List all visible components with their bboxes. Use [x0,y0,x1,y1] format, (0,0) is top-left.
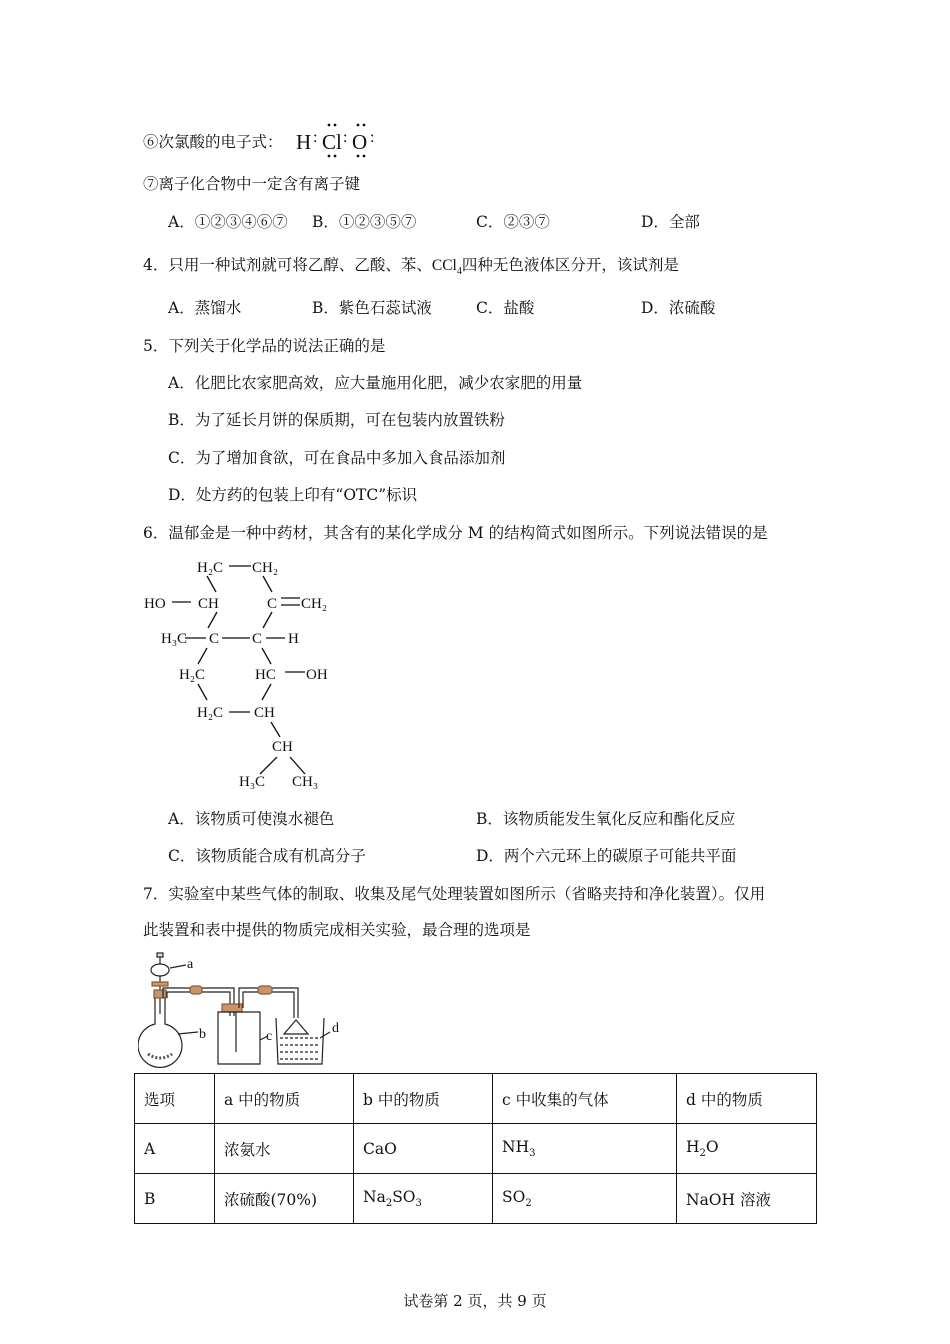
atom-c-quaternary: C [209,631,220,647]
q4-option-c[interactable]: C．盐酸 [476,299,535,317]
item6-text [143,131,283,153]
q4-stem-part2: 四种无色液体区分开，该试剂是 [461,256,679,274]
q3-option-b[interactable]: B．①②③⑤⑦ [312,213,417,231]
q5-option-a[interactable]: A．化肥比农家肥高效，应大量施用化肥，减少农家肥的用量 [168,374,583,392]
formula-sub: 3 [415,1198,422,1210]
ccl4-formula [431,257,462,278]
ccl4-main: CCl [431,257,457,274]
lewis-sep1: : [313,129,318,146]
q3-option-d[interactable]: D．全部 [641,213,700,231]
table-cell-a: 浓硫酸(70%) [215,1174,354,1224]
formula-mid: SO [392,1187,416,1206]
lewis-sep2: : [343,129,348,146]
atom-h2c-top: H₂C [197,560,224,576]
formula-tail: O [705,1137,719,1156]
formula-main: H [686,1137,700,1156]
formula-sub: 2 [385,1198,393,1210]
atom-h2c-bottom: H₂C [197,705,224,721]
atom-hc: HC [255,667,276,683]
atom-ch3-isopropyl: CH₃ [292,774,319,790]
atom-ch2-top: CH₂ [252,560,279,576]
lone-pair-dots [296,121,386,161]
q5-option-c[interactable]: C．为了增加食欲，可在食品中多加入食品添加剂 [168,449,506,467]
q5-option-b[interactable]: B．为了延长月饼的保质期，可在包装内放置铁粉 [168,411,505,429]
lewis-cl: Cl [322,130,342,154]
hclo-lewis-structure [296,121,386,161]
ccl4-sub: 4 [456,266,462,278]
item6-prefix: ⑥次氯酸的电子式： [143,133,283,151]
atom-h3c-isopropyl: H₃C [239,774,266,790]
q7-stem-line2: 此装置和表中提供的物质完成相关实验，最合理的选项是 [143,921,531,939]
q4-option-a[interactable]: A．蒸馏水 [168,299,242,317]
molecule-m-structure [140,552,340,792]
atom-ho: HO [144,596,166,612]
table-cell-b [354,1174,493,1224]
lewis-o: O [352,130,368,154]
q5-option-d[interactable]: D．处方药的包装上印有“OTC”标识 [168,486,418,504]
page-footer: 试卷第 2 页，共 9 页 [403,1292,547,1310]
formula-sub: 3 [529,1148,536,1160]
label-c: c [266,1029,273,1044]
table-cell-option: A [135,1124,215,1174]
table-header-cell: 选项 [135,1074,215,1124]
label-b: b [199,1027,206,1042]
atom-c-exo: C [267,596,278,612]
q6-option-d[interactable]: D．两个六元环上的碳原子可能共平面 [476,847,737,865]
label-a: a [187,957,194,972]
table-header-cell: d 中的物质 [677,1074,817,1124]
table-header-row [135,1074,817,1124]
q4-option-b[interactable]: B．紫色石蕊试液 [312,299,432,317]
atom-h3c-mid: H₃C [161,631,188,647]
atom-oh: OH [306,667,328,683]
q6-stem: 6．温郁金是一种中药材，其含有的某化学成分 M 的结构简式如图所示。下列说法错误的是 [143,524,768,542]
formula-main: SO [502,1187,526,1206]
formula-sub: 2 [525,1198,532,1210]
label-d: d [332,1021,339,1036]
q6-option-c[interactable]: C．该物质能合成有机高分子 [168,847,366,865]
q3-option-a[interactable]: A．①②③④⑥⑦ [168,213,288,231]
table-row[interactable] [135,1174,817,1224]
table-header-cell: a 中的物质 [215,1074,354,1124]
formula-main: Na [363,1187,386,1206]
q7-options-table [134,1073,817,1224]
atom-h2c-left: H₂C [179,667,206,683]
table-cell-b: CaO [354,1124,493,1174]
table-cell-option: B [135,1174,215,1224]
table-cell-c [493,1124,677,1174]
q4-stem-part1: 4．只用一种试剂就可将乙醇、乙酸、苯、 [143,256,432,274]
item7-text: ⑦离子化合物中一定含有离子键 [143,175,361,193]
atom-ch2-exo: CH₂ [301,596,328,612]
table-cell-c [493,1174,677,1224]
q6-option-b[interactable]: B．该物质能发生氧化反应和酯化反应 [476,810,736,828]
table-header-cell: b 中的物质 [354,1074,493,1124]
q5-stem: 5．下列关于化学品的说法正确的是 [143,337,386,355]
table-cell-d: NaOH 溶液 [677,1174,817,1224]
lewis-h: H [296,130,312,154]
table-cell-d [677,1124,817,1174]
table-header-cell: c 中收集的气体 [493,1074,677,1124]
q4-stem [143,254,679,283]
lewis-sep3: : [370,129,375,146]
table-cell-a: 浓氨水 [215,1124,354,1174]
table-row[interactable] [135,1124,817,1174]
q6-option-a[interactable]: A．该物质可使溴水褪色 [168,810,335,828]
q3-option-c[interactable]: C．②③⑦ [476,213,550,231]
formula-sub: 2 [699,1148,706,1160]
q4-option-d[interactable]: D．浓硫酸 [641,299,716,317]
atom-ch-bottom: CH [254,705,275,721]
q7-stem-line1: 7．实验室中某些气体的制取、收集及尾气处理装置如图所示（省略夹持和净化装置）。仅用 [143,885,766,903]
atom-ch-left: CH [198,596,219,612]
atom-c-junction: C [252,631,263,647]
atom-ch-isopropyl: CH [272,739,293,755]
gas-apparatus-figure [138,952,353,1070]
atom-h-junction: H [288,631,299,647]
formula-main: NH [502,1137,530,1156]
